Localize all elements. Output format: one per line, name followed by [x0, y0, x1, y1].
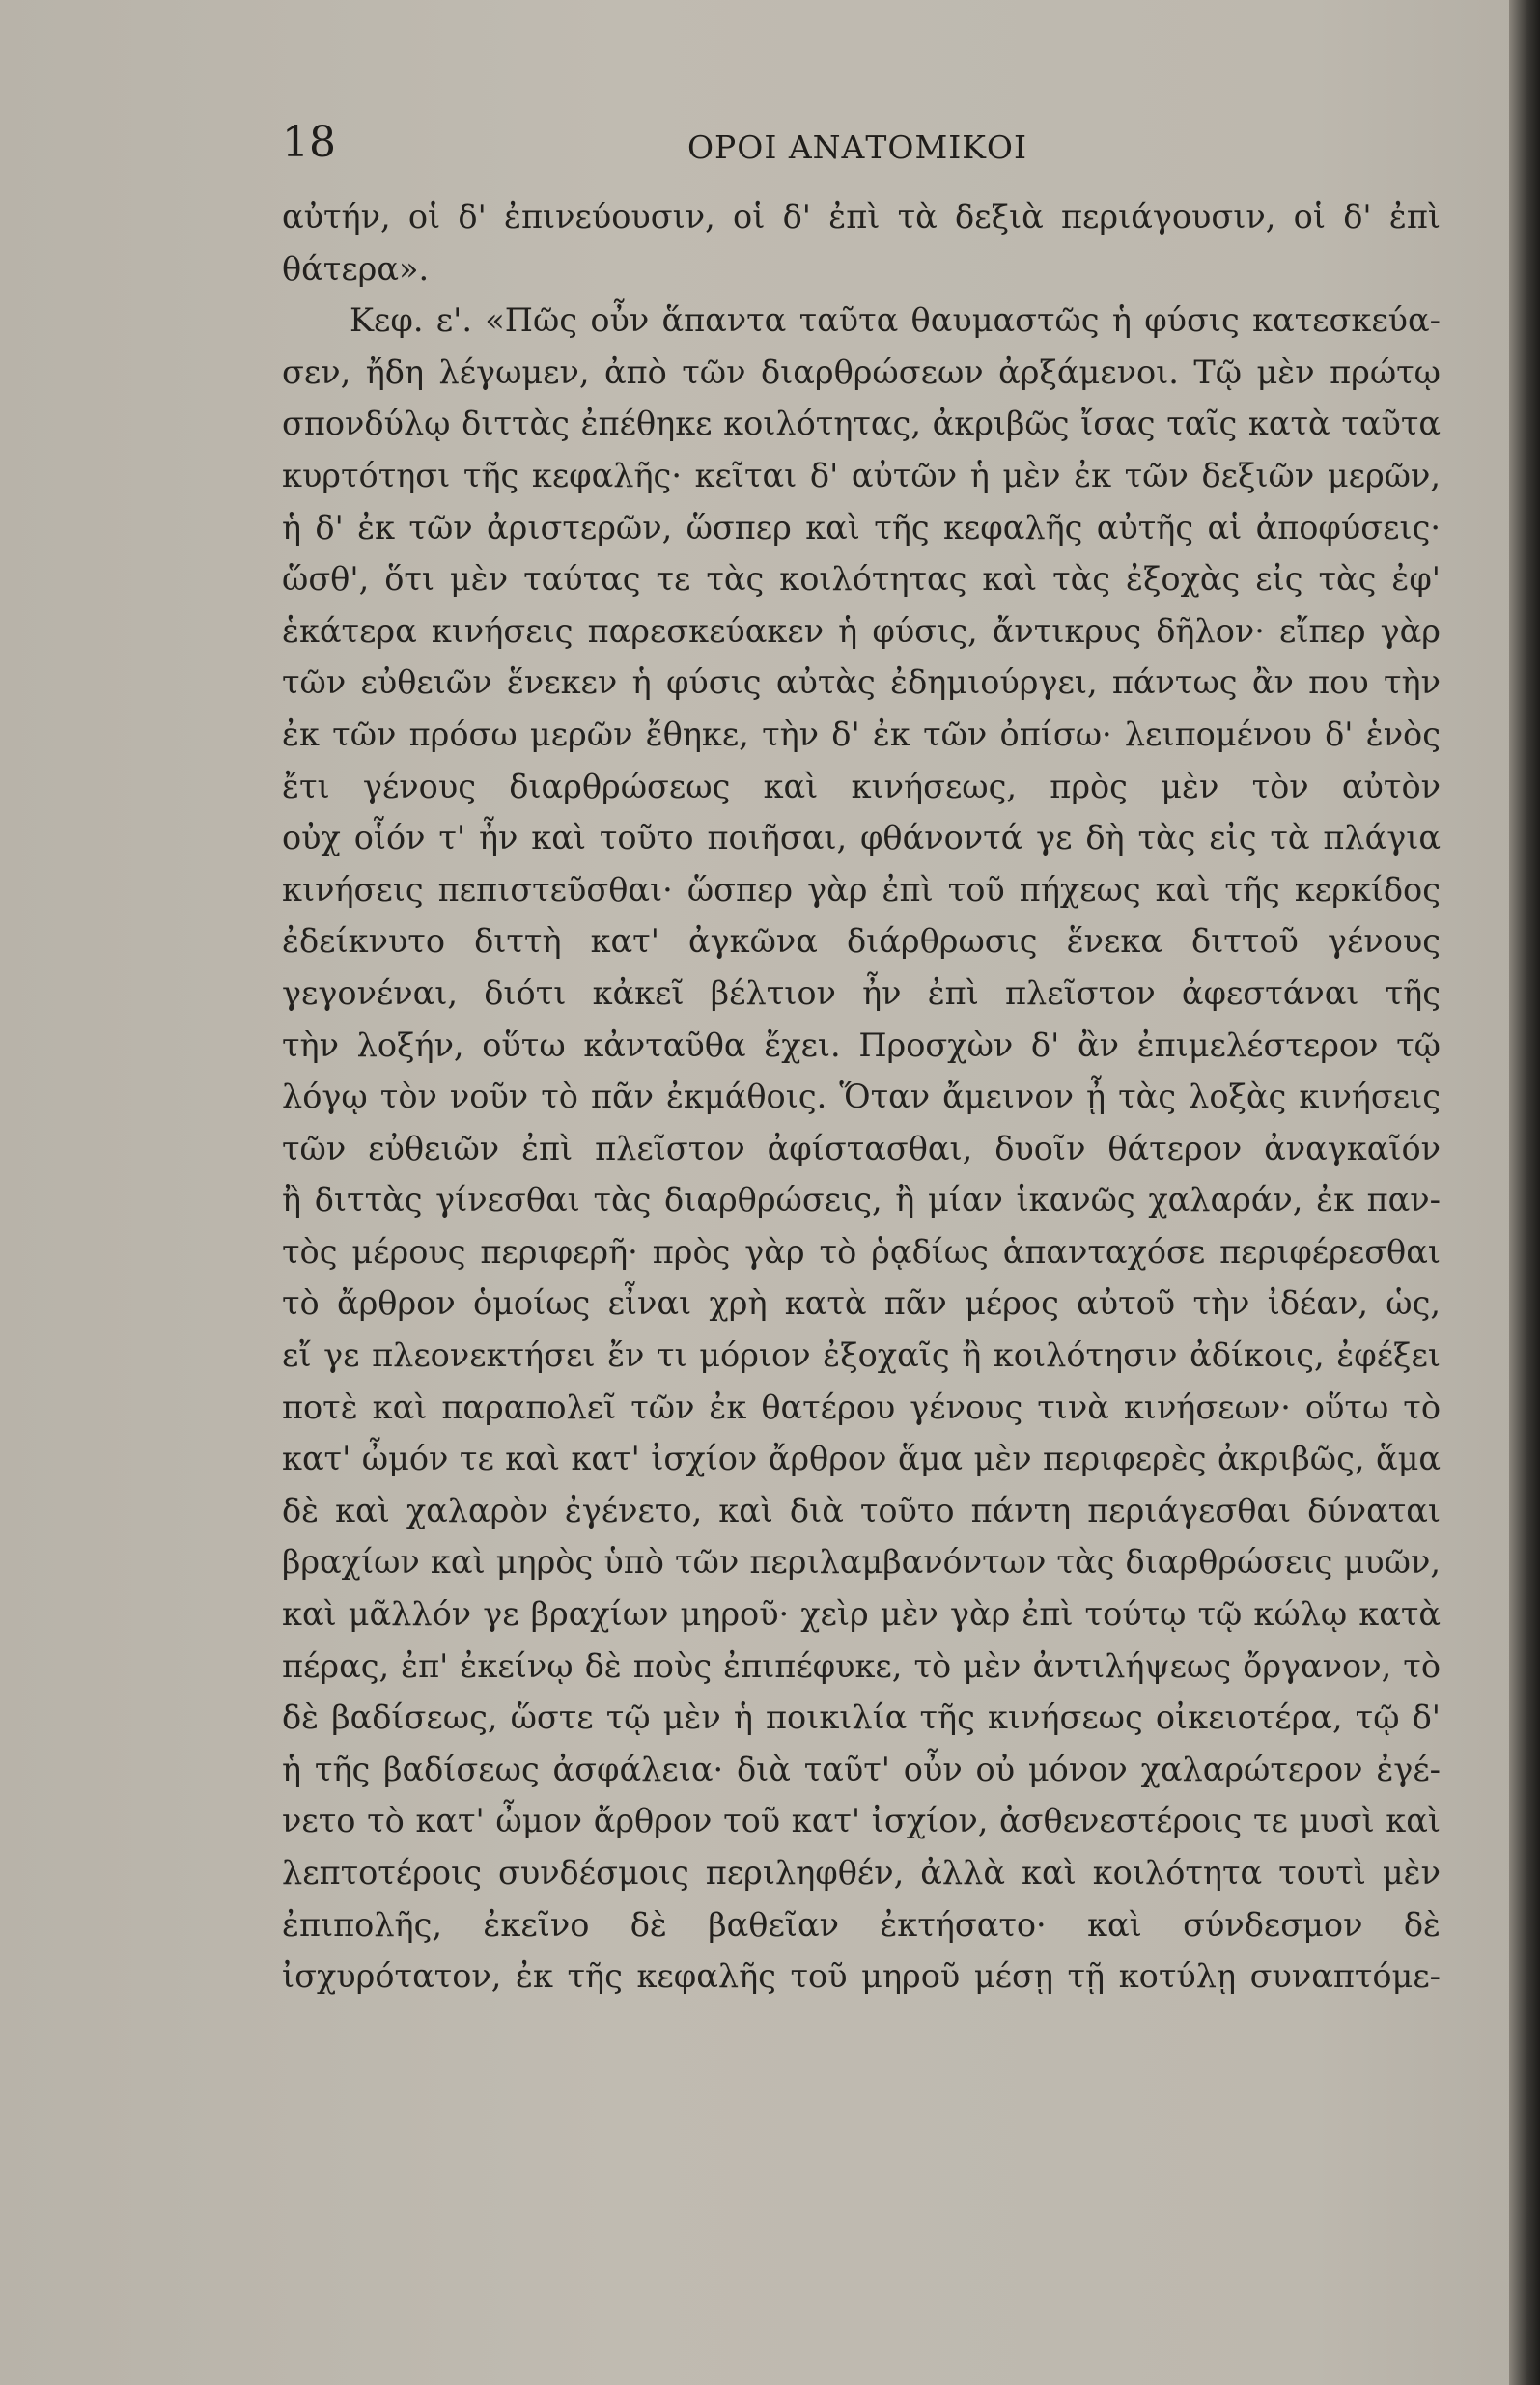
text-line: πέρας, ἐπ' ἐκείνῳ δὲ ποὺς ἐπιπέφυκε, τὸ μὲν ἀντιλήψεως ὄργανον, τὸ	[282, 1646, 1441, 1685]
text-line: τῶν εὐθειῶν ἐπὶ πλεῖστον ἀφίστασθαι, δυοῖν θάτερον ἀναγκαῖόν	[282, 1129, 1441, 1167]
text-line: ὥσθ', ὅτι μὲν ταύτας τε τὰς κοιλότητας καὶ τὰς ἐξοχὰς εἰς τὰς ἐφ'	[282, 560, 1441, 599]
text-line: σεν, ἤδη λέγωμεν, ἀπὸ τῶν διαρθρώσεων ἀρξάμενοι. Τῷ μὲν πρώτῳ	[282, 352, 1441, 391]
text-line: νετο τὸ κατ' ὦμον ἄρθρον τοῦ κατ' ἰσχίον, ἀσθενεστέροις τε μυσὶ καὶ	[282, 1802, 1441, 1840]
page-header	[282, 114, 1431, 182]
text-line: ἡ δ' ἐκ τῶν ἀριστερῶν, ὥσπερ καὶ τῆς κεφαλῆς αὐτῆς αἱ ἀποφύσεις·	[282, 508, 1441, 547]
text-line: δὲ βαδίσεως, ὥστε τῷ μὲν ἡ ποικιλία τῆς κινήσεως οἰκειοτέρα, τῷ δ'	[282, 1698, 1441, 1737]
text-line: λεπτοτέροις συνδέσμοις περιληφθέν, ἀλλὰ καὶ κοιλότητα τουτὶ μὲν	[282, 1854, 1441, 1892]
text-line: εἴ γε πλεονεκτήσει ἔν τι μόριον ἐξοχαῖς ἢ κοιλότησιν ἀδίκοις, ἐφέξει	[282, 1336, 1441, 1375]
text-line: ἐκ τῶν πρόσω μερῶν ἔθηκε, τὴν δ' ἐκ τῶν ὀπίσω· λειπομένου δ' ἑνὸς	[282, 715, 1441, 753]
text-line: κυρτότησι τῆς κεφαλῆς· κεῖται δ' αὐτῶν ἡ μὲν ἐκ τῶν δεξιῶν μερῶν,	[282, 456, 1441, 494]
text-line: ἐπιπολῆς, ἐκεῖνο δὲ βαθεῖαν ἐκτήσατο· καὶ σύνδεσμον δὲ	[282, 1905, 1441, 1944]
book-spine-shadow	[1509, 0, 1540, 2385]
text-line: οὐχ οἷόν τ' ἦν καὶ τοῦτο ποιῆσαι, φθάνοντά γε δὴ τὰς εἰς τὰ πλάγια	[282, 819, 1441, 857]
text-line: θάτερα».	[282, 249, 430, 288]
text-line: αὐτήν, οἱ δ' ἐπινεύουσιν, οἱ δ' ἐπὶ τὰ δεξιὰ περιάγουσιν, οἱ δ' ἐπὶ	[282, 198, 1441, 236]
text-line: κατ' ὦμόν τε καὶ κατ' ἰσχίον ἄρθρον ἅμα μὲν περιφερὲς ἀκριβῶς, ἅμα	[282, 1440, 1441, 1478]
text-line: ἰσχυρότατον, ἐκ τῆς κεφαλῆς τοῦ μηροῦ μέσῃ τῇ κοτύλῃ συναπτόμε-	[282, 1957, 1441, 1996]
text-line: τὸς μέρους περιφερῆ· πρὸς γὰρ τὸ ῥᾳδίως ἁπανταχόσε περιφέρεσθαι	[282, 1232, 1441, 1271]
text-line: ἐδείκνυτο διττὴ κατ' ἀγκῶνα διάρθρωσις ἕνεκα διττοῦ γένους	[282, 922, 1441, 961]
text-line: καὶ μᾶλλόν γε βραχίων μηροῦ· χεὶρ μὲν γὰρ ἐπὶ τούτῳ τῷ κώλῳ κατὰ	[282, 1595, 1441, 1634]
text-line: τῶν εὐθειῶν ἕνεκεν ἡ φύσις αὐτὰς ἐδημιούργει, πάντως ἂν που τὴν	[282, 663, 1441, 702]
text-line: σπονδύλῳ διττὰς ἐπέθηκε κοιλότητας, ἀκριβῶς ἴσας ταῖς κατὰ ταῦτα	[282, 405, 1441, 443]
text-line: τὴν λοξήν, οὕτω κἀνταῦθα ἔχει. Προσχὼν δ' ἂν ἐπιμελέστερον τῷ	[282, 1025, 1441, 1064]
text-line: λόγῳ τὸν νοῦν τὸ πᾶν ἐκμάθοις. Ὅταν ἄμεινον ᾖ τὰς λοξὰς κινήσεις	[282, 1078, 1441, 1116]
text-line: ποτὲ καὶ παραπολεῖ τῶν ἐκ θατέρου γένους τινὰ κινήσεων· οὕτω τὸ	[282, 1388, 1441, 1426]
page-number: 18	[282, 118, 336, 167]
text-line: τὸ ἄρθρον ὁμοίως εἶναι χρὴ κατὰ πᾶν μέρος αὐτοῦ τὴν ἰδέαν, ὡς,	[282, 1284, 1441, 1323]
text-line: κινήσεις πεπιστεῦσθαι· ὥσπερ γὰρ ἐπὶ τοῦ πήχεως καὶ τῆς κερκίδος	[282, 870, 1441, 909]
text-line: ἡ τῆς βαδίσεως ἀσφάλεια· διὰ ταῦτ' οὖν οὐ μόνον χαλαρώτερον ἐγέ-	[282, 1750, 1441, 1788]
text-line: δὲ καὶ χαλαρὸν ἐγένετο, καὶ διὰ τοῦτο πάντη περιάγεσθαι δύναται	[282, 1491, 1441, 1529]
text-line: γεγονέναι, διότι κἀκεῖ βέλτιον ἦν ἐπὶ πλεῖστον ἀφεστάναι τῆς	[282, 973, 1441, 1012]
text-line: ἢ διττὰς γίνεσθαι τὰς διαρθρώσεις, ἢ μίαν ἱκανῶς χαλαράν, ἐκ παν-	[282, 1181, 1441, 1220]
text-line: βραχίων καὶ μηρὸς ὑπὸ τῶν περιλαμβανόντων τὰς διαρθρώσεις μυῶν,	[282, 1543, 1441, 1582]
text-line: ἔτι γένους διαρθρώσεως καὶ κινήσεως, πρὸς μὲν τὸν αὐτὸν	[282, 767, 1441, 805]
text-line: ἑκάτερα κινήσεις παρεσκεύακεν ἡ φύσις, ἄντικρυς δῆλον· εἴπερ γὰρ	[282, 611, 1441, 650]
text-line: Κεφ. ε'. «Πῶς οὖν ἅπαντα ταῦτα θαυμαστῶς ἡ φύσις κατεσκεύα-	[350, 301, 1441, 340]
running-title: ΟΡΟΙ ΑΝΑΤΟΜΙΚΟΙ	[687, 128, 1028, 166]
body-text	[282, 191, 1441, 2003]
